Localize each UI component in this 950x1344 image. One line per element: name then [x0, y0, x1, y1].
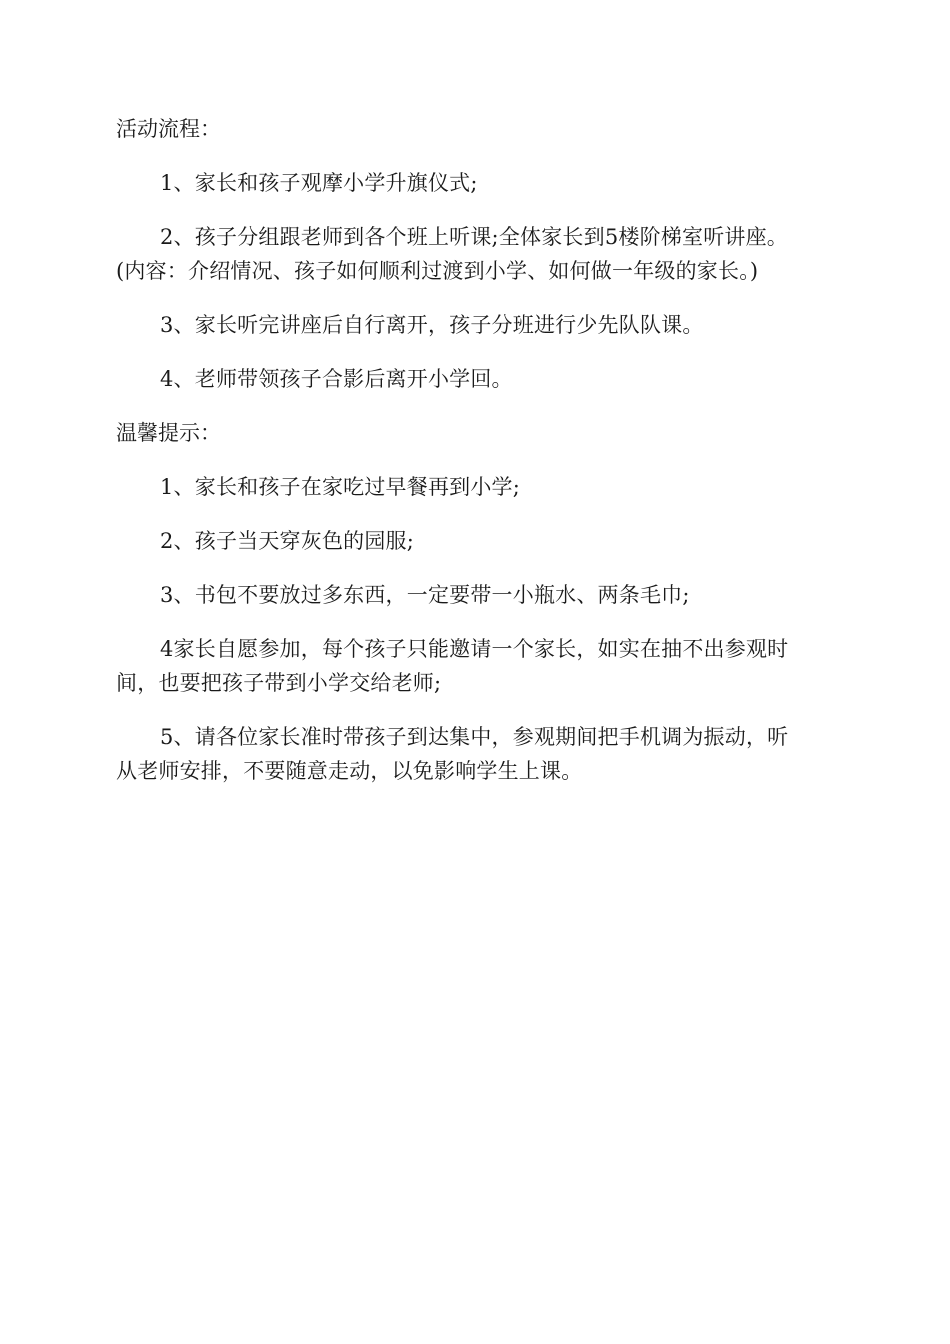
tip-item-5-line-2: 从老师安排，不要随意走动，以免影响学生上课。: [116, 759, 583, 783]
tip-item-4: [116, 632, 838, 700]
flow-item-1: 1、家长和孩子观摩小学升旗仪式;: [160, 171, 478, 195]
flow-item-2-line-2: (内容：介绍情况、孩子如何顺利过渡到小学、如何做一年级的家长。): [116, 259, 759, 283]
flow-item-2: [116, 220, 838, 288]
tip-item-4-line-2: 间，也要把孩子带到小学交给老师;: [116, 671, 442, 695]
tip-item-3: 3、书包不要放过多东西，一定要带一小瓶水、两条毛巾;: [160, 583, 690, 607]
document-page: [116, 112, 838, 808]
section-heading-activity-flow: 活动流程：: [116, 117, 221, 141]
section-heading-tips: 温馨提示：: [116, 421, 221, 445]
tip-item-4-line-1: 4家长自愿参加，每个孩子只能邀请一个家长，如实在抽不出参观时: [160, 637, 789, 661]
flow-item-2-line-1: 2、孩子分组跟老师到各个班上听课;全体家长到5楼阶梯室听讲座。: [160, 225, 788, 249]
tip-item-2: 2、孩子当天穿灰色的园服;: [160, 529, 415, 553]
tip-item-5: [116, 720, 838, 788]
tip-item-5-line-1: 5、请各位家长准时带孩子到达集中，参观期间把手机调为振动，听: [160, 725, 789, 749]
flow-item-4: 4、老师带领孩子合影后离开小学回。: [160, 367, 513, 391]
tip-item-1: 1、家长和孩子在家吃过早餐再到小学;: [160, 475, 521, 499]
flow-item-3: 3、家长听完讲座后自行离开，孩子分班进行少先队队课。: [160, 313, 704, 337]
